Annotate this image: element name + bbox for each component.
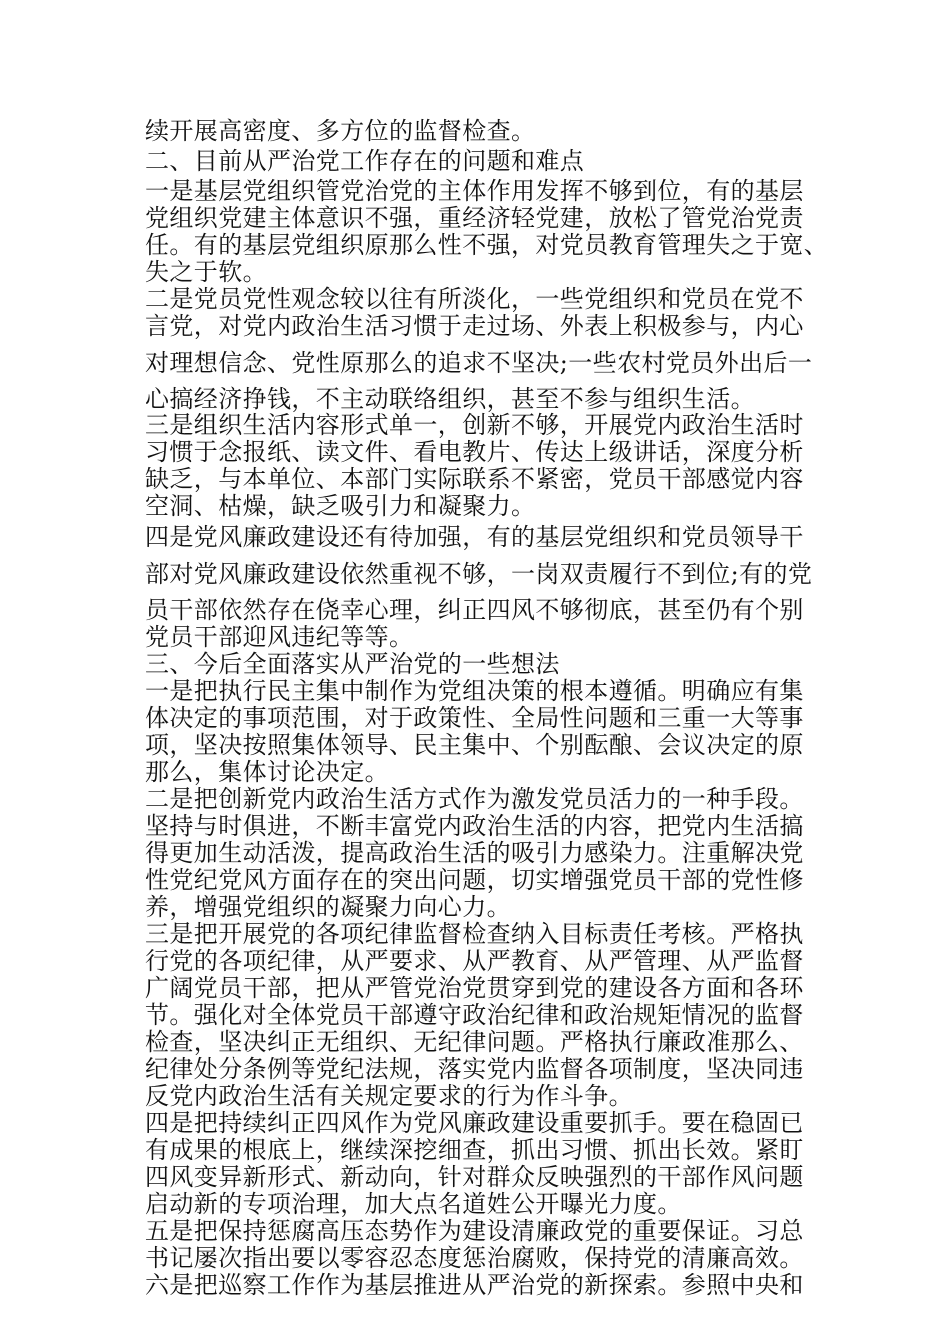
text-line: 启动新的专项治理，加大点名道姓公开曝光力度。 bbox=[145, 1190, 682, 1218]
text-line: 习惯于念报纸、读文件、看电教片、传达上级讲话，深度分析 bbox=[145, 438, 804, 466]
text-line: 检查，坚决纠正无组织、无纪律问题。严格执行廉政准那么、 bbox=[145, 1028, 804, 1056]
text-line: 一是基层党组织管党治党的主体作用发挥不够到位，有的基层 bbox=[145, 177, 804, 205]
text-line: 党组织党建主体意识不强，重经济轻党建，放松了管党治党责 bbox=[145, 204, 804, 232]
text-line: 体决定的事项范围，对于政策性、全局性问题和三重一大等事 bbox=[145, 704, 804, 732]
text-line: 纪律处分条例等党纪法规，落实党内监督各项制度，坚决同违 bbox=[145, 1055, 804, 1083]
text-line: 养，增强党组织的凝聚力向心力。 bbox=[145, 893, 511, 921]
text-line: 任。有的基层党组织原那么性不强，对党员教育管理失之于宽、 bbox=[145, 231, 829, 259]
text-line: 失之于软。 bbox=[145, 258, 267, 286]
text-line: 员干部依然存在侥幸心理，纠正四风不够彻底，甚至仍有个别 bbox=[145, 596, 804, 624]
text-line: 党员干部迎风违纪等等。 bbox=[145, 623, 414, 651]
text-line: 对理想信念、党性原那么的追求不坚决;一些农村党员外出后一 bbox=[145, 349, 813, 377]
text-line: 缺乏，与本单位、本部门实际联系不紧密，党员干部感觉内容 bbox=[145, 465, 804, 493]
text-line: 二是把创新党内政治生活方式作为激发党员活力的一种手段。 bbox=[145, 785, 804, 813]
text-line: 空洞、枯燥，缺乏吸引力和凝聚力。 bbox=[145, 492, 536, 520]
text-line: 言党，对党内政治生活习惯于走过场、外表上积极参与，内心 bbox=[145, 312, 804, 340]
text-line: 行党的各项纪律，从严要求、从严教育、从严管理、从严监督 bbox=[145, 947, 804, 975]
text-line: 部对党风廉政建设依然重视不够，一岗双责履行不到位;有的党 bbox=[145, 560, 813, 588]
text-line: 节。强化对全体党员干部遵守政治纪律和政治规矩情况的监督 bbox=[145, 1001, 804, 1029]
text-line: 得更加生动活泼，提高政治生活的吸引力感染力。注重解决党 bbox=[145, 839, 804, 867]
text-line: 项，坚决按照集体领导、民主集中、个别酝酿、会议决定的原 bbox=[145, 731, 804, 759]
text-line: 三是组织生活内容形式单一，创新不够，开展党内政治生活时 bbox=[145, 411, 804, 439]
text-line: 四是把持续纠正四风作为党风廉政建设重要抓手。要在稳固已 bbox=[145, 1109, 804, 1137]
text-line: 有成果的根底上，继续深挖细查，抓出习惯、抓出长效。紧盯 bbox=[145, 1136, 804, 1164]
text-line: 二是党员党性观念较以往有所淡化，一些党组织和党员在党不 bbox=[145, 285, 804, 313]
text-line: 坚持与时俱进，不断丰富党内政治生活的内容，把党内生活搞 bbox=[145, 812, 804, 840]
text-line: 五是把保持惩腐高压态势作为建设清廉政党的重要保证。习总 bbox=[145, 1217, 804, 1245]
text-line: 广阔党员干部，把从严管党治党贯穿到党的建设各方面和各环 bbox=[145, 974, 804, 1002]
section-heading: 二、目前从严治党工作存在的问题和难点 bbox=[145, 147, 585, 175]
text-line: 书记屡次指出要以零容忍态度惩治腐败，保持党的清廉高效。 bbox=[145, 1244, 804, 1272]
text-line: 续开展高密度、多方位的监督检查。 bbox=[145, 117, 536, 145]
text-line: 性党纪党风方面存在的突出问题，切实增强党员干部的党性修 bbox=[145, 866, 804, 894]
section-heading: 三、今后全面落实从严治党的一些想法 bbox=[145, 650, 560, 678]
text-line: 四是党风廉政建设还有待加强，有的基层党组织和党员领导干 bbox=[145, 523, 804, 551]
text-line: 一是把执行民主集中制作为党组决策的根本遵循。明确应有集 bbox=[145, 677, 804, 705]
text-line: 四风变异新形式、新动向，针对群众反映强烈的干部作风问题 bbox=[145, 1163, 804, 1191]
text-line: 六是把巡察工作作为基层推进从严治党的新探索。参照中央和 bbox=[145, 1271, 804, 1299]
text-line: 反党内政治生活有关规定要求的行为作斗争。 bbox=[145, 1082, 633, 1110]
text-line: 心搞经济挣钱，不主动联络组织，甚至不参与组织生活。 bbox=[145, 385, 755, 413]
text-line: 那么，集体讨论决定。 bbox=[145, 758, 389, 786]
text-line: 三是把开展党的各项纪律监督检查纳入目标责任考核。严格执 bbox=[145, 920, 804, 948]
